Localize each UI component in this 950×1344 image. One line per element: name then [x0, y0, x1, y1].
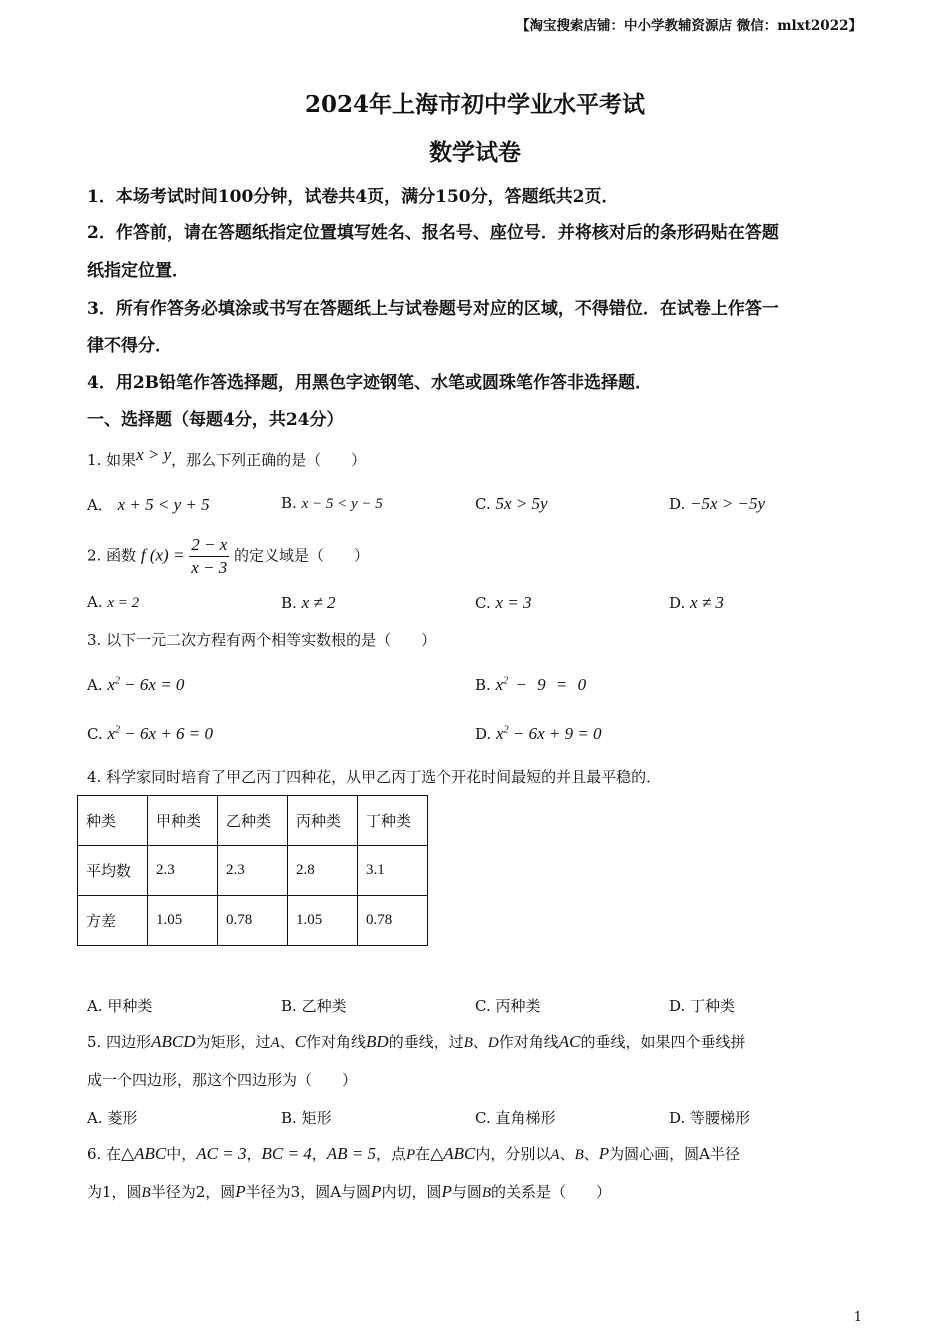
q4-option-a[interactable]	[87, 995, 152, 1016]
q4-option-d-text: 丁种类	[690, 997, 736, 1015]
q5-bd: BD	[366, 1032, 389, 1051]
q5-option-b-text: 矩形	[301, 1109, 332, 1127]
q1-suffix: ，那么下列正确的是（ ）	[171, 451, 367, 469]
q1-option-c[interactable]	[475, 494, 548, 514]
q2-option-c-text: x = 3	[495, 593, 532, 612]
q1-condition: x > y	[136, 445, 172, 464]
q6-text: 、	[583, 1145, 599, 1163]
table-cell: 0.78	[358, 896, 428, 946]
q3-b-base: x	[495, 675, 504, 694]
q6-text: 6. 在	[87, 1145, 122, 1163]
q5-point-c: C	[294, 1032, 307, 1051]
section-multiple-choice: 一、选择题（每题4分，共24分）	[87, 410, 344, 430]
q5-option-c[interactable]	[475, 1107, 556, 1128]
q4-option-a-label: A.	[87, 997, 103, 1015]
table-cell: 1.05	[288, 896, 358, 946]
q6-text: 内，分别以	[475, 1145, 551, 1163]
q4-option-c[interactable]	[475, 995, 541, 1016]
q2-option-b-label: B.	[281, 594, 297, 612]
q3-c-base: x	[107, 724, 116, 743]
question-5	[87, 1031, 746, 1052]
q5-point-a: A	[270, 1035, 280, 1051]
q3-option-a[interactable]	[87, 675, 184, 695]
q4-option-b-text: 乙种类	[301, 997, 347, 1015]
q1-prefix: 1. 如果	[87, 451, 137, 469]
q6-text: 在	[415, 1145, 431, 1163]
question-1	[87, 445, 367, 470]
q5-option-a[interactable]	[87, 1107, 137, 1128]
q2-option-a[interactable]	[87, 593, 139, 612]
q5-option-b-label: B.	[281, 1109, 297, 1127]
q3-c-rest: − 6x + 6 = 0	[120, 724, 214, 743]
q3-a-rest: − 6x = 0	[119, 675, 185, 694]
q3-option-c-label: C.	[87, 725, 103, 743]
q3-a-exponent: 2	[114, 675, 120, 687]
q5-option-d-label: D.	[669, 1109, 686, 1127]
note-1: 1．本场考试时间100分钟，试卷共4页，满分150分，答题纸共2页．	[87, 187, 619, 207]
q1-option-a-text: x + 5 < y + 5	[117, 495, 210, 514]
q6-text: 的关系是（ ）	[491, 1183, 612, 1201]
q4-option-b[interactable]	[281, 995, 347, 1016]
q5-abcd: ABCD	[151, 1032, 196, 1051]
q6-text: 半径为2，圆	[150, 1183, 236, 1201]
q2-denominator: x − 3	[191, 558, 228, 577]
table-cell: 方差	[78, 896, 148, 946]
question-6	[87, 1143, 740, 1164]
q2-option-d-label: D.	[669, 594, 686, 612]
q1-option-b-label: B.	[281, 494, 297, 512]
q5-option-d-text: 等腰梯形	[690, 1109, 751, 1127]
exam-subtitle: 数学试卷	[429, 139, 521, 166]
table-cell: 种类	[78, 796, 148, 846]
q1-option-d-label: D.	[669, 495, 686, 513]
question-3: 3. 以下一元二次方程有两个相等实数根的是（ ）	[87, 631, 437, 649]
q6-point-p: P	[406, 1147, 416, 1163]
note-3-cont: 律不得分．	[87, 336, 172, 356]
q4-option-c-label: C.	[475, 997, 491, 1015]
q6-text: 、	[559, 1145, 575, 1163]
q6-text: ，点	[375, 1145, 406, 1163]
note-2: 2．作答前，请在答题纸指定位置填写姓名、报名号、座位号．并将核对后的条形码贴在答题	[87, 223, 779, 243]
q6-text: 为圆心画，圆A半径	[609, 1145, 740, 1163]
q5-option-a-text: 菱形	[107, 1109, 138, 1127]
q1-option-a-label: A．	[87, 496, 113, 514]
q6-point-a: A	[550, 1147, 560, 1163]
q6-text: 与圆	[451, 1183, 482, 1201]
table-cell: 平均数	[78, 846, 148, 896]
q5-option-b[interactable]	[281, 1107, 332, 1128]
q6-ac: AC = 3	[196, 1144, 247, 1163]
question-6-cont	[87, 1181, 611, 1202]
q6-triangle: △ABC	[121, 1144, 167, 1163]
q2-option-c[interactable]	[475, 593, 532, 613]
table-cell: 2.3	[218, 846, 288, 896]
q2-option-d[interactable]	[669, 593, 724, 613]
q6-point-p: P	[441, 1182, 452, 1201]
q6-text: 半径为3，圆A与圆	[245, 1183, 372, 1201]
q5-text: 、	[279, 1033, 295, 1051]
q2-fraction	[189, 534, 229, 579]
q5-option-a-label: A.	[87, 1109, 103, 1127]
q3-b-exponent: 2	[503, 675, 509, 687]
table-row	[78, 846, 428, 896]
flower-data-table	[77, 795, 428, 946]
q2-option-b-text: x ≠ 2	[301, 593, 336, 612]
q6-text: ，	[246, 1145, 262, 1163]
q2-prefix: 2. 函数	[87, 546, 137, 565]
q6-point-p: P	[235, 1182, 246, 1201]
q5-point-b: B	[463, 1035, 473, 1051]
q6-point-b: B	[574, 1147, 584, 1163]
q6-text: 内切，圆	[381, 1183, 442, 1201]
q1-option-a[interactable]	[87, 494, 210, 515]
q2-option-d-text: x ≠ 3	[690, 593, 724, 612]
table-cell: 甲种类	[148, 796, 218, 846]
note-4: 4．用2B铅笔作答选择题，用黑色字迹钢笔、水笔或圆珠笔作答非选择题．	[87, 373, 653, 393]
table-cell: 丁种类	[358, 796, 428, 846]
q3-a-base: x	[107, 675, 115, 694]
q4-option-c-text: 丙种类	[495, 997, 541, 1015]
q5-option-d[interactable]	[669, 1107, 750, 1128]
page-number: 1	[853, 1310, 862, 1325]
question-2	[87, 534, 369, 579]
q1-option-c-label: C.	[475, 495, 491, 513]
q3-b-rest: − 9 = 0	[508, 675, 590, 694]
q3-d-rest: − 6x + 9 = 0	[508, 724, 602, 743]
q3-d-base: x	[496, 724, 504, 743]
q5-ac: AC	[558, 1032, 581, 1051]
q6-text: 为1，圆	[87, 1183, 142, 1201]
q2-option-c-label: C.	[475, 594, 491, 612]
q6-point-p: P	[598, 1144, 610, 1163]
table-cell: 0.78	[218, 896, 288, 946]
q3-d-exponent: 2	[503, 724, 509, 736]
q5-text: 的垂线，如果四个垂线拼	[580, 1033, 746, 1051]
q2-numerator: 2 − x	[189, 534, 229, 557]
q6-point-b: B	[481, 1185, 492, 1201]
q4-option-a-text: 甲种类	[107, 997, 153, 1015]
q1-option-d-text: −5x > −5y	[690, 494, 766, 513]
question-4: 4. 科学家同时培育了甲乙丙丁四种花，从甲乙丙丁选个开花时间最短的并且最平稳的．	[87, 768, 662, 786]
q5-text: 为矩形，过	[195, 1033, 271, 1051]
q5-text: 作对角线	[498, 1033, 559, 1051]
q6-point-p: P	[371, 1182, 382, 1201]
q3-option-d[interactable]	[475, 724, 602, 744]
q2-suffix: 的定义域是（ ）	[234, 546, 370, 565]
table-cell: 2.8	[288, 846, 358, 896]
q5-point-d: D	[487, 1035, 499, 1051]
table-cell: 2.3	[148, 846, 218, 896]
q4-option-d[interactable]	[669, 995, 735, 1016]
q1-option-b[interactable]	[281, 494, 383, 513]
note-3: 3．所有作答务必填涂或书写在答题纸上与试卷题号对应的区域，不得错位．在试卷上作答一	[87, 299, 779, 319]
q5-text: 作对角线	[306, 1033, 367, 1051]
q3-option-a-label: A.	[87, 676, 103, 694]
q3-option-b[interactable]	[475, 675, 589, 695]
q1-option-c-text: 5x > 5y	[495, 494, 548, 513]
q6-text: ，	[311, 1145, 327, 1163]
table-cell: 丙种类	[288, 796, 358, 846]
q4-option-d-label: D.	[669, 997, 686, 1015]
q1-option-d[interactable]	[669, 494, 765, 514]
q5-text: 5. 四边形	[87, 1033, 152, 1051]
q6-bc: BC = 4	[261, 1144, 312, 1163]
q4-option-b-label: B.	[281, 997, 297, 1015]
table-cell: 乙种类	[218, 796, 288, 846]
q3-option-d-label: D.	[475, 725, 492, 743]
q2-function: f (x) =	[140, 545, 185, 565]
q6-point-b: B	[141, 1185, 151, 1201]
table-row	[78, 796, 428, 846]
note-2-cont: 纸指定位置．	[87, 261, 189, 281]
q3-option-b-label: B.	[475, 676, 491, 694]
q1-option-b-text: x − 5 < y − 5	[301, 496, 383, 512]
q6-text: 中，	[166, 1145, 197, 1163]
question-5-cont: 成一个四边形，那这个四边形为（ ）	[87, 1071, 358, 1089]
q3-c-exponent: 2	[115, 724, 121, 736]
q3-option-c[interactable]	[87, 724, 213, 744]
exam-title: 2024年上海市初中学业水平考试	[304, 91, 645, 118]
q2-option-b[interactable]	[281, 593, 335, 613]
header-note: 【淘宝搜索店铺：中小学教辅资源店 微信：mlxt2022】	[516, 18, 862, 34]
q2-option-a-text: x = 2	[107, 595, 140, 611]
q5-text: 、	[472, 1033, 488, 1051]
q6-triangle: △ABC	[430, 1144, 476, 1163]
table-cell: 3.1	[358, 846, 428, 896]
q5-text: 的垂线，过	[388, 1033, 464, 1051]
q5-option-c-text: 直角梯形	[495, 1109, 556, 1127]
q5-option-c-label: C.	[475, 1109, 491, 1127]
table-row	[78, 896, 428, 946]
q2-option-a-label: A.	[87, 593, 103, 611]
table-cell: 1.05	[148, 896, 218, 946]
q6-ab: AB = 5	[326, 1144, 376, 1163]
